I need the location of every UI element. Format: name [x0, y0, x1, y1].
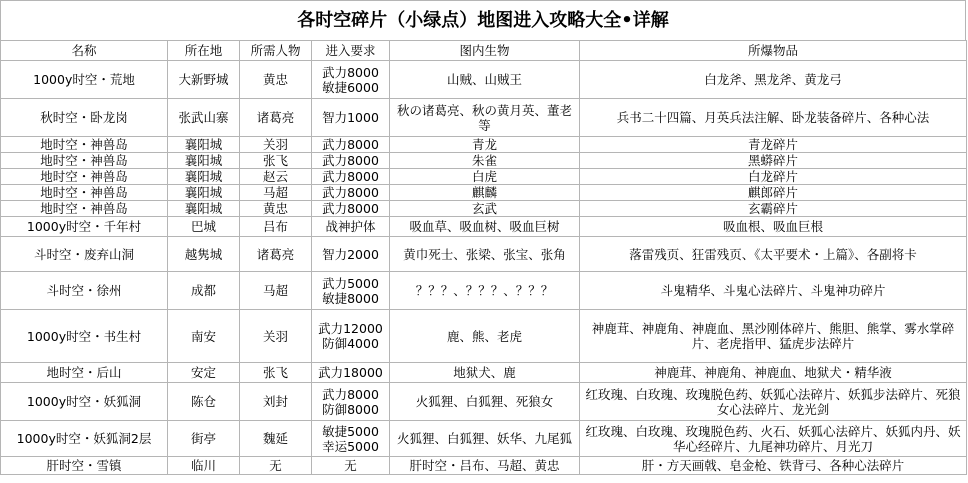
table-row: [1, 169, 967, 185]
cell-required-character: 关羽: [240, 310, 312, 363]
cell-drops: 落雷残页、狂雷残页、《太平要术・上篇》、各副将卡: [580, 237, 967, 272]
cell-name: 1000y时空・书生村: [1, 310, 168, 363]
cell-requirement: 武力8000 敏捷6000: [312, 61, 390, 99]
cell-location: 襄阳城: [168, 169, 240, 185]
cell-creatures: 吸血草、吸血树、吸血巨树: [390, 217, 580, 237]
cell-requirement: 武力8000: [312, 185, 390, 201]
cell-required-character: 诸葛亮: [240, 99, 312, 137]
cell-creatures: 麒麟: [390, 185, 580, 201]
table-row: [1, 137, 967, 153]
cell-creatures: 火狐狸、白狐狸、妖华、九尾狐: [390, 421, 580, 457]
cell-requirement: 武力8000 防御8000: [312, 383, 390, 421]
cell-name: 地时空・神兽岛: [1, 137, 168, 153]
cell-required-character: 无: [240, 457, 312, 475]
table-header-row: [1, 41, 967, 61]
cell-drops: 红玫瑰、白玫瑰、玫瑰脱色药、火石、妖狐心法碎片、妖狐内丹、妖华心经碎片、九尾神功碎片、月光刀: [580, 421, 967, 457]
table-row: [1, 99, 967, 137]
table-row: [1, 201, 967, 217]
header-requirement: 进入要求: [312, 41, 390, 61]
page-title: 各时空碎片（小绿点）地图进入攻略大全•详解: [0, 0, 966, 40]
cell-requirement: 武力5000 敏捷8000: [312, 272, 390, 310]
cell-required-character: 张飞: [240, 153, 312, 169]
cell-name: 地时空・神兽岛: [1, 153, 168, 169]
cell-location: 襄阳城: [168, 201, 240, 217]
cell-requirement: 武力8000: [312, 201, 390, 217]
cell-drops: 吸血根、吸血巨根: [580, 217, 967, 237]
cell-location: 成都: [168, 272, 240, 310]
cell-required-character: 黄忠: [240, 201, 312, 217]
header-creatures: 图内生物: [390, 41, 580, 61]
cell-drops: 青龙碎片: [580, 137, 967, 153]
cell-location: 襄阳城: [168, 185, 240, 201]
cell-name: 斗时空・徐州: [1, 272, 168, 310]
cell-requirement: 武力8000: [312, 169, 390, 185]
cell-creatures: 鹿、熊、老虎: [390, 310, 580, 363]
cell-requirement: 武力8000: [312, 153, 390, 169]
cell-creatures: ？？？、？？？、？？？: [390, 272, 580, 310]
cell-requirement: 无: [312, 457, 390, 475]
cell-drops: 麒郎碎片: [580, 185, 967, 201]
cell-name: 秋时空・卧龙岗: [1, 99, 168, 137]
map-guide-table: [0, 40, 967, 475]
cell-name: 1000y时空・妖狐洞: [1, 383, 168, 421]
cell-required-character: 吕布: [240, 217, 312, 237]
cell-creatures: 地狱犬、鹿: [390, 363, 580, 383]
header-drops: 所爆物品: [580, 41, 967, 61]
cell-location: 临川: [168, 457, 240, 475]
cell-drops: 玄霸碎片: [580, 201, 967, 217]
cell-drops: 黑蟒碎片: [580, 153, 967, 169]
cell-required-character: 马超: [240, 272, 312, 310]
cell-name: 1000y时空・千年村: [1, 217, 168, 237]
table-row: [1, 457, 967, 475]
cell-creatures: 白虎: [390, 169, 580, 185]
cell-required-character: 黄忠: [240, 61, 312, 99]
cell-location: 越隽城: [168, 237, 240, 272]
cell-required-character: 赵云: [240, 169, 312, 185]
cell-required-character: 魏延: [240, 421, 312, 457]
cell-location: 南安: [168, 310, 240, 363]
table-row: [1, 153, 967, 169]
cell-requirement: 武力12000 防御4000: [312, 310, 390, 363]
table-row: [1, 310, 967, 363]
cell-creatures: 秋の诸葛亮、秋の黄月英、董老等: [390, 99, 580, 137]
header-name: 名称: [1, 41, 168, 61]
cell-requirement: 武力8000: [312, 137, 390, 153]
table-row: [1, 217, 967, 237]
cell-creatures: 火狐狸、白狐狸、死狼女: [390, 383, 580, 421]
cell-creatures: 肝时空・吕布、马超、黄忠: [390, 457, 580, 475]
cell-location: 巴城: [168, 217, 240, 237]
cell-location: 大新野城: [168, 61, 240, 99]
cell-drops: 白龙碎片: [580, 169, 967, 185]
cell-requirement: 武力18000: [312, 363, 390, 383]
table-row: [1, 363, 967, 383]
table-row: [1, 185, 967, 201]
cell-location: 安定: [168, 363, 240, 383]
table-row: [1, 61, 967, 99]
table-row: [1, 421, 967, 457]
cell-requirement: 战神护体: [312, 217, 390, 237]
cell-requirement: 智力1000: [312, 99, 390, 137]
cell-required-character: 马超: [240, 185, 312, 201]
cell-drops: 神鹿茸、神鹿角、神鹿血、黑沙刚体碎片、熊胆、熊掌、雾水掌碎片、老虎指甲、猛虎步法碎片: [580, 310, 967, 363]
cell-name: 1000y时空・妖狐洞2层: [1, 421, 168, 457]
cell-requirement: 敏捷5000 幸运5000: [312, 421, 390, 457]
cell-name: 肝时空・雪镇: [1, 457, 168, 475]
cell-drops: 神鹿茸、神鹿角、神鹿血、地狱犬・精华液: [580, 363, 967, 383]
cell-creatures: 黄巾死士、张梁、张宝、张角: [390, 237, 580, 272]
cell-creatures: 青龙: [390, 137, 580, 153]
cell-creatures: 山贼、山贼王: [390, 61, 580, 99]
cell-requirement: 智力2000: [312, 237, 390, 272]
table-row: [1, 237, 967, 272]
cell-required-character: 刘封: [240, 383, 312, 421]
cell-drops: 兵书二十四篇、月英兵法注解、卧龙装备碎片、各种心法: [580, 99, 967, 137]
table-row: [1, 272, 967, 310]
cell-drops: 斗鬼精华、斗鬼心法碎片、斗鬼神功碎片: [580, 272, 967, 310]
cell-name: 地时空・后山: [1, 363, 168, 383]
cell-drops: 白龙斧、黑龙斧、黄龙弓: [580, 61, 967, 99]
cell-required-character: 关羽: [240, 137, 312, 153]
cell-name: 斗时空・废弃山洞: [1, 237, 168, 272]
cell-name: 地时空・神兽岛: [1, 169, 168, 185]
header-required-character: 所需人物: [240, 41, 312, 61]
cell-location: 街亭: [168, 421, 240, 457]
cell-location: 陈仓: [168, 383, 240, 421]
cell-location: 襄阳城: [168, 153, 240, 169]
cell-location: 张武山寨: [168, 99, 240, 137]
cell-drops: 红玫瑰、白玫瑰、玫瑰脱色药、妖狐心法碎片、妖狐步法碎片、死狼女心法碎片、龙光剑: [580, 383, 967, 421]
cell-drops: 肝・方天画戟、皂金枪、铁背弓、各种心法碎片: [580, 457, 967, 475]
cell-creatures: 玄武: [390, 201, 580, 217]
cell-location: 襄阳城: [168, 137, 240, 153]
cell-required-character: 张飞: [240, 363, 312, 383]
header-location: 所在地: [168, 41, 240, 61]
table-row: [1, 383, 967, 421]
cell-creatures: 朱雀: [390, 153, 580, 169]
cell-required-character: 诸葛亮: [240, 237, 312, 272]
cell-name: 1000y时空・荒地: [1, 61, 168, 99]
cell-name: 地时空・神兽岛: [1, 201, 168, 217]
cell-name: 地时空・神兽岛: [1, 185, 168, 201]
